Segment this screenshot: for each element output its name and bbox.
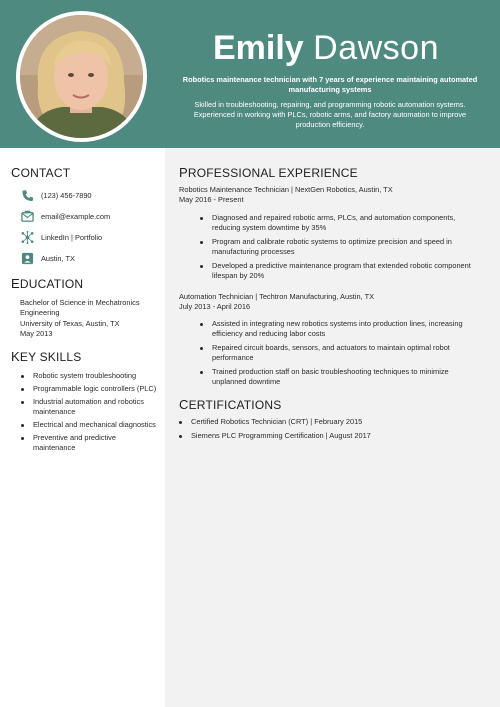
list-item: Diagnosed and repaired robotic arms, PLCs, and automation components, reducing system downtime by 35% — [212, 213, 484, 233]
contact-location: Austin, TX — [20, 250, 75, 266]
list-item: Developed a predictive maintenance program that extended robotic component lifespan by 20% — [212, 261, 484, 281]
job-1-dates: May 2016 - Present — [179, 195, 244, 204]
list-item: Assisted in integrating new robotics systems into production lines, increasing efficiency and reducing labor costs — [212, 319, 484, 339]
list-item: Programmable logic controllers (PLC) — [33, 384, 157, 393]
location-icon — [20, 251, 34, 265]
candidate-name — [166, 28, 486, 68]
list-item: Repaired circuit boards, sensors, and actuators to maintain optimal robot performance — [212, 343, 484, 363]
certifications-list — [191, 417, 481, 441]
list-item: Preventive and predictive maintenance — [33, 433, 158, 453]
contact-links[interactable]: LinkedIn | Portfolio — [20, 229, 102, 245]
list-item: Trained production staff on basic troubleshooting techniques to minimize unplanned downtime — [212, 367, 484, 387]
list-item: Certified Robotics Technician (CRT) | February 2015 — [191, 417, 481, 427]
job-1-bullets — [212, 213, 484, 281]
skills-heading: KEY SKILLS — [11, 349, 82, 364]
headline: Robotics maintenance technician with 7 years of experience maintaining automated manufacturing systems — [182, 75, 478, 94]
job-2-title: Automation Technician | Techtron Manufacturing, Austin, TX — [179, 292, 375, 301]
last-name: Dawson — [313, 29, 439, 67]
certifications-heading: CERTIFICATIONS — [179, 397, 282, 412]
contact-heading: CONTACT — [11, 165, 71, 180]
header-banner — [0, 0, 500, 148]
first-name: Emily — [212, 29, 304, 67]
education-degree: Bachelor of Science in Mechatronics Engineering — [20, 298, 140, 317]
contact-email[interactable]: email@example.com — [20, 208, 110, 224]
email-icon — [20, 209, 34, 223]
list-item: Siemens PLC Programming Certification | August 2017 — [191, 431, 481, 441]
education-heading: EDUCATION — [11, 276, 84, 291]
job-1-title: Robotics Maintenance Technician | NextGen Robotics, Austin, TX — [179, 185, 393, 194]
skills-list — [33, 371, 158, 453]
profile-photo — [20, 15, 143, 138]
profile-photo-frame — [16, 11, 147, 142]
list-item: Robotic system troubleshooting — [33, 371, 158, 381]
list-item: Electrical and mechanical diagnostics — [33, 420, 158, 430]
summary: Skilled in troubleshooting, repairing, and programming robotic automation systems. Experienced in working with PLCs, robotic arms, and factory automation to improve production efficiency. — [193, 100, 467, 129]
job-2-dates: July 2013 - April 2016 — [179, 302, 251, 311]
list-item: Industrial automation and robotics maintenance — [33, 397, 158, 417]
education-school: University of Texas, Austin, TX — [20, 319, 120, 328]
network-icon — [20, 230, 34, 244]
contact-phone: (123) 456-7890 — [20, 187, 92, 203]
list-item: Program and calibrate robotic systems to optimize precision and speed in manufacturing processes — [212, 237, 484, 257]
job-2-bullets — [212, 319, 484, 387]
education-date: May 2013 — [20, 329, 53, 338]
experience-heading: PROFESSIONAL EXPERIENCE — [179, 165, 358, 180]
phone-icon — [20, 188, 34, 202]
